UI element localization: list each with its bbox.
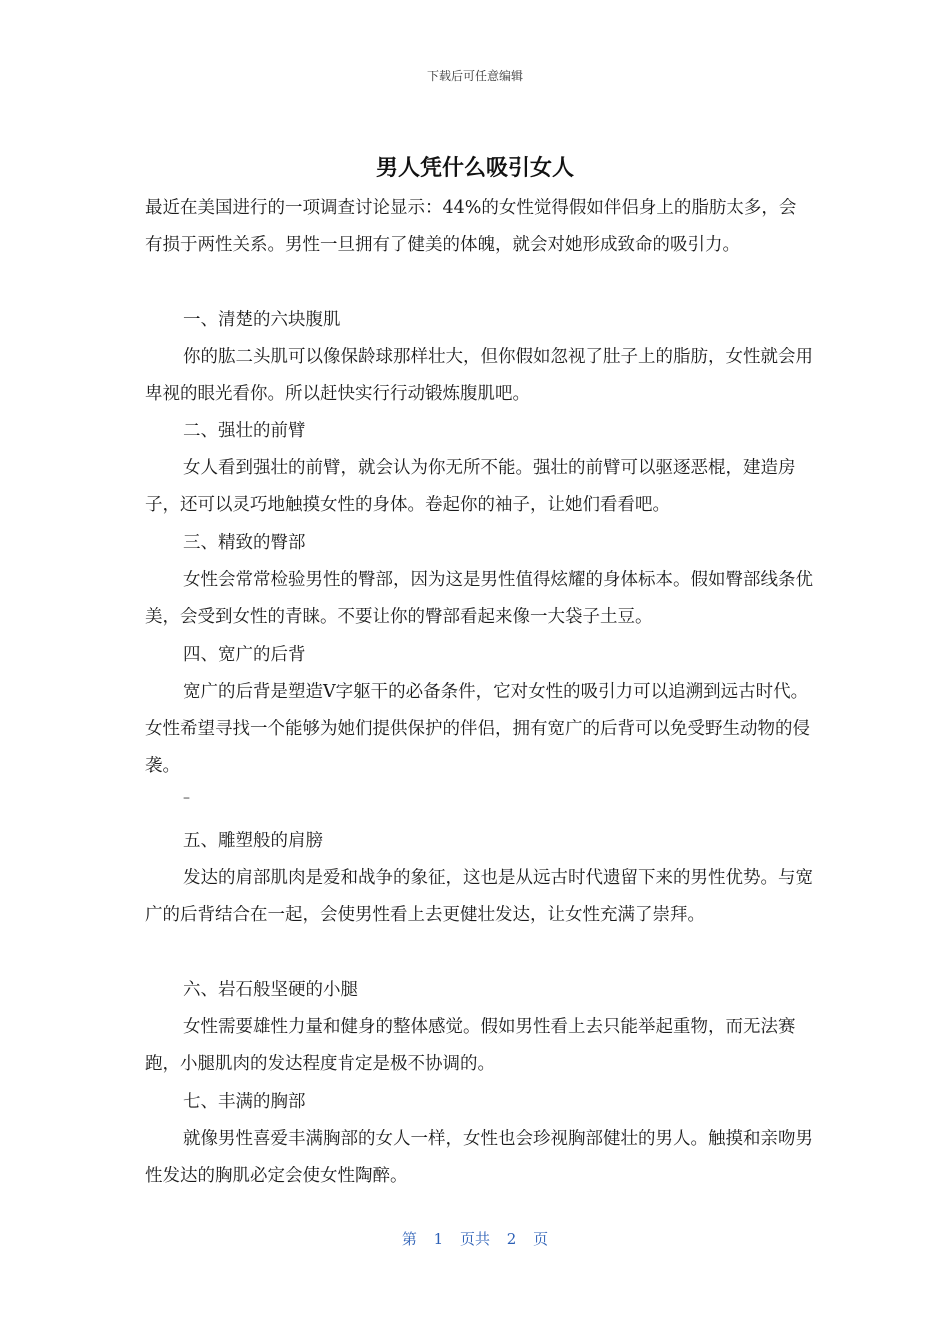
section-heading: 七、丰满的胸部 [183, 1092, 306, 1112]
section-text: 就像男性喜爱丰满胸部的女人一样，女性也会珍视胸部健壮的男人。触摸和亲吻男性发达的胸肌必定会使女性陶醉。 [145, 1129, 813, 1186]
section-6 [145, 972, 813, 1083]
section-7 [145, 1084, 813, 1195]
section-heading: 三、精致的臀部 [183, 533, 306, 553]
section-text: 女性需要雄性力量和健身的整体感觉。假如男性看上去只能举起重物，而无法赛跑，小腿肌肉的发达程度肯定是极不协调的。 [145, 1017, 796, 1074]
header-note: 下载后可任意编辑 [426, 69, 523, 83]
page-footer: 第 1 页共 2 页 [401, 1230, 549, 1248]
section-5 [145, 823, 813, 934]
intro-paragraph: 最近在美国进行的一项调查讨论显示：44%的女性觉得假如伴侣身上的脂肪太多，会有损于两性关系。男性一旦拥有了健美的体魄，就会对她形成致命的吸引力。 [145, 198, 797, 255]
section-heading: 一、清楚的六块腹肌 [183, 310, 341, 330]
page-title: 男人凭什么吸引女人 [375, 156, 574, 181]
section-3 [145, 525, 813, 636]
section-heading: 五、雕塑般的肩膀 [183, 831, 323, 851]
section-heading: 二、强壮的前臂 [183, 421, 306, 441]
section-4 [145, 637, 813, 785]
section-text: 发达的肩部肌肉是爱和战争的象征，这也是从远古时代遗留下来的男性优势。与宽广的后背结合在一起，会使男性看上去更健壮发达，让女性充满了崇拜。 [145, 868, 813, 925]
section-1 [145, 302, 813, 413]
section-text: 你的肱二头肌可以像保龄球那样壮大，但你假如忽视了肚子上的脂肪，女性就会用卑视的眼光看你。所以赶快实行行动锻炼腹肌吧。 [145, 347, 813, 404]
section-text: 女人看到强壮的前臂，就会认为你无所不能。强壮的前臂可以驱逐恶棍，建造房子，还可以灵巧地触摸女性的身体。卷起你的袖子，让她们看看吧。 [145, 458, 796, 515]
section-text: 女性会常常检验男性的臀部，因为这是男性值得炫耀的身体标本。假如臀部线条优美，会受到女性的青睐。不要让你的臀部看起来像一大袋子土豆。 [145, 570, 813, 627]
section-text: 宽广的后背是塑造V字躯干的必备条件，它对女性的吸引力可以追溯到远古时代。女性希望寻找一个能够为她们提供保护的伴侣，拥有宽广的后背可以免受野生动物的侵袭。 [145, 682, 810, 776]
dash-mark: – [183, 790, 190, 806]
section-heading: 六、岩石般坚硬的小腿 [183, 980, 358, 1000]
section-2 [145, 413, 813, 524]
section-heading: 四、宽广的后背 [183, 645, 306, 665]
